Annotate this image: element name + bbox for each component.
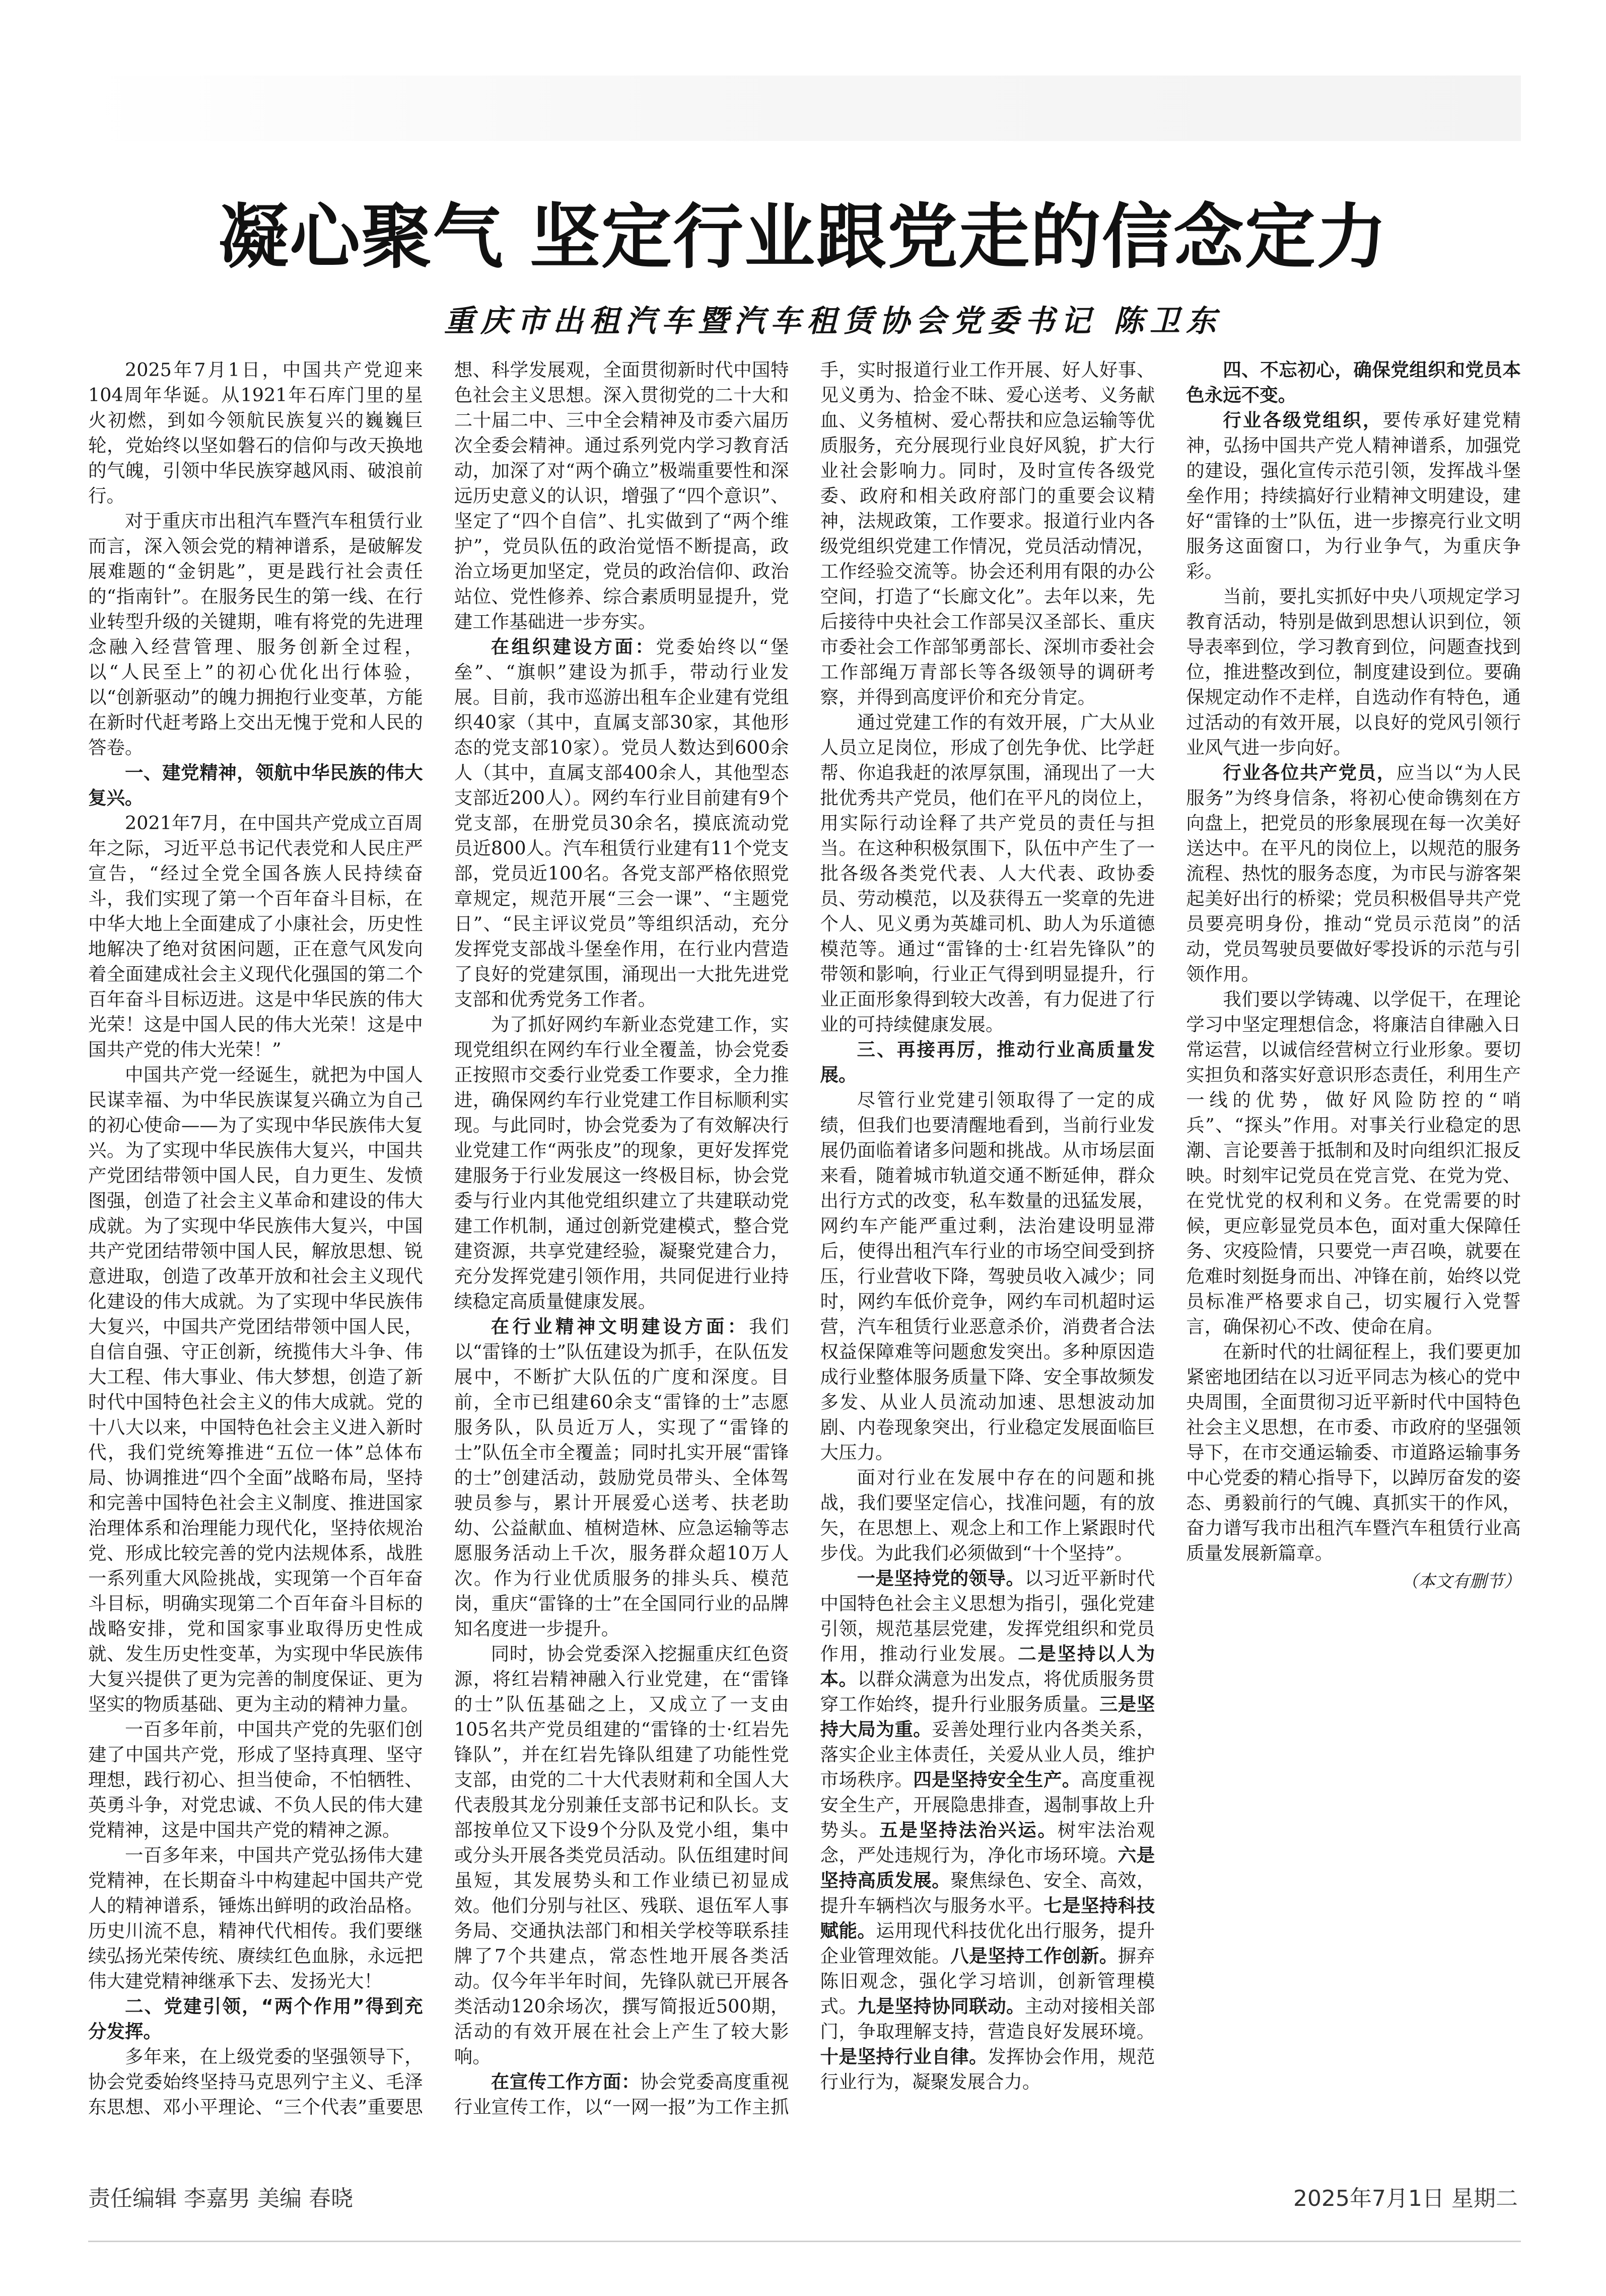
paragraph: 对于重庆市出租汽车暨汽车租赁行业而言，深入领会党的精神谱系，是破解发展难题的“金钥匙”，更是践行社会责任的“指南针”。在服务民生的第一线、在行业转型升级的关键期，唯有将党的先进理念融入经营管理、服务创新全过程，以“人民至上”的初心优化出行体验，以“创新驱动”的魄力拥抱行业变革，方能在新时代赶考路上交出无愧于党和人民的答卷。 — [88, 510, 423, 758]
paragraph: 我们要以学铸魂、以学促干，在理论学习中坚定理想信念，将廉洁自律融入日常运营，以诚信经营树立行业形象。要切实担负和落实好意识形态责任，利用生产一线的优势，做好风险防控的“哨兵”、“探头”作用。对事关行业稳定的思潮、言论要善于抵制和及时向组织汇报反映。时刻牢记党员在党言党、在党为党、在党忧党的权利和义务。在党需要的时候，更应彰显党员本色，面对重大保障任务、灾疫险情，只要党一声召唤，就要在危难时刻挺身而出、冲锋在前，始终以党员标准严格要求自己，切实履行入党誓言，确保初心不改、使命在肩。 — [1186, 988, 1521, 1337]
paragraph: 面对行业在发展中存在的问题和挑战，我们要坚定信心，找准问题，有的放矢，在思想上、观念上和工作上紧跟时代步伐。为此我们必须做到“十个坚持”。 — [820, 1467, 1155, 1564]
article-title: 凝心聚气 坚定行业跟党走的信念定力 — [218, 196, 1388, 278]
article-byline: 重庆市出租汽车暨汽车租赁协会党委书记 陈卫东 — [444, 304, 1222, 339]
paragraph: 在组织建设方面：党委始终以“堡垒”、“旗帜”建设为抓手，带动行业发展。目前，我市巡游出租车企业建有党组织40家（其中，直属支部30家，其他形态的党支部10家）。党员人数达到600余人（其中，直属支部400余人，其他型态支部近200人）。网约车行业目前建有9个党支部，在册党员30余名，摸底流动党员近800人。汽车租赁行业建有11个党支部，党员近100名。各党支部严格依照党章规定，规范开展“三会一课”、“主题党日”、“民主评议党员”等组织活动，充分发挥党支部战斗堡垒作用，在行业内营造了良好的党建氛围，涌现出一大批先进党支部和优秀党务工作者。 — [454, 636, 789, 1010]
paragraph-lead: 行业各位共产党员， — [1223, 762, 1396, 783]
paragraph-lead: 在组织建设方面： — [491, 636, 656, 658]
paragraph: 当前，要扎实抓好中央八项规定学习教育活动，特别是做到思想认识到位，领导表率到位，学习教育到位，问题查找到位，推进整改到位，制度建设到位。要确保规定动作不走样，自选动作有特色，通过活动的有效开展，以良好的党风引领行业风气进一步向好。 — [1186, 586, 1521, 758]
paragraph: 尽管行业党建引领取得了一定的成绩，但我们也要清醒地看到，当前行业发展仍面临着诸多问题和挑战。从市场层面来看，随着城市轨道交通不断延伸，群众出行方式的改变，私车数量的迅猛发展，网约车产能严重过剩，法治建设明显滞后，使得出租汽车行业的市场空间受到挤压，行业营收下降，驾驶员收入减少；同时，网约车低价竞争，网约车司机超时运营，汽车租赁行业恶意杀价，消费者合法权益保障难等问题愈发突出。多种原因造成行业整体服务质量下降、安全事故频发多发、从业人员流动加速、思想波动加剧、内卷现象突出，行业稳定发展面临巨大压力。 — [820, 1089, 1155, 1463]
section-heading: 二、党建引领，“两个作用”得到充分发挥。 — [88, 1995, 423, 2042]
paragraph-lead: 行业各级党组织， — [1223, 409, 1383, 431]
paragraph: 行业各位共产党员，应当以“为人民服务”为终身信条，将初心使命镌刻在方向盘上，把党员的形象展现在每一次美好送达中。在平凡的岗位上，以规范的服务流程、热忱的服务态度，为市民与游客架起美好出行的桥梁；党员积极倡导共产党员要亮明身份，推动“党员示范岗”的活动，党员驾驶员要做好零投诉的示范与引领作用。 — [1186, 762, 1521, 985]
paragraph: 在行业精神文明建设方面：我们以“雷锋的士”队伍建设为抓手，在队伍发展中，不断扩大队伍的广度和深度。目前，全市已组建60余支“雷锋的士”志愿服务队，队员近万人，实现了“雷锋的士”队伍全市全覆盖；同时扎实开展“雷锋的士”创建活动，鼓励党员带头、全体驾驶员参与，累计开展爱心送考、扶老助幼、公益献血、植树造林、应急运输等志愿服务活动上千次，服务群众超10万人次。作为行业优质服务的排头兵、模范岗，重庆“雷锋的士”在全国同行业的品牌知名度进一步提升。 — [454, 1316, 789, 1639]
header-banner — [88, 76, 1521, 141]
edit-note: （本文有删节） — [1401, 1571, 1521, 1592]
paragraph: 一百多年前，中国共产党的先驱们创建了中国共产党，形成了坚持真理、坚守理想，践行初心、担当使命，不怕牺牲、英勇斗争，对党忠诚、不负人民的伟大建党精神，这是中国共产党的精神之源。 — [88, 1718, 423, 1841]
paragraph: 一是坚持党的领导。以习近平新时代中国特色社会主义思想为指引，强化党建引领，规范基层党建，发挥党组织和党员作用，推动行业发展。二是坚持以人为本。以群众满意为出发点，将优质服务贯穿工作始终，提升行业服务质量。三是坚持大局为重。妥善处理行业内各类关系，落实企业主体责任，关爱从业人员，维护市场秩序。四是坚持安全生产。高度重视安全生产，开展隐患排查，遏制事故上升势头。五是坚持法治兴运。树牢法治观念，严处违规行为，净化市场环境。六是坚持高质发展。聚焦绿色、安全、高效，提升车辆档次与服务水平。七是坚持科技赋能。运用现代科技优化出行服务，提升企业管理效能。八是坚持工作创新。摒弃陈旧观念，强化学习培训，创新管理模式。九是坚持协同联动。主动对接相关部门，争取理解支持，营造良好发展环境。十是坚持行业自律。发挥协会作用，规范行业行为，凝聚发展合力。 — [820, 1567, 1155, 2093]
paragraph-lead: 在行业精神文明建设方面： — [491, 1316, 749, 1337]
footer-editors: 责任编辑 李嘉男 美编 春晓 — [88, 2186, 353, 2211]
paragraph: 通过党建工作的有效开展，广大从业人员立足岗位，形成了创先争优、比学赶帮、你追我赶的浓厚氛围，涌现出了一大批优秀共产党员，他们在平凡的岗位上，用实际行动诠释了共产党员的责任与担当。在这种积极氛围下，队伍中产生了一批各级各类党代表、人大代表、政协委员、劳动模范，以及获得五一奖章的先进个人、见义勇为英雄司机、助人为乐道德模范等。通过“雷锋的士·红岩先锋队”的带领和影响，行业正气得到明显提升，行业正面形象得到较大改善，有力促进了行业的可持续健康发展。 — [820, 711, 1155, 1035]
paragraph: 中国共产党一经诞生，就把为中国人民谋幸福、为中华民族谋复兴确立为自己的初心使命——为了实现中华民族伟大复兴。为了实现中华民族伟大复兴，中国共产党团结带领中国人民，自力更生、发愤图强，创造了社会主义革命和建设的伟大成就。为了实现中华民族伟大复兴，中国共产党团结带领中国人民，解放思想、锐意进取，创造了改革开放和社会主义现代化建设的伟大成就。为了实现中华民族伟大复兴，中国共产党团结带领中国人民，自信自强、守正创新，统揽伟大斗争、伟大工程、伟大事业、伟大梦想，创造了新时代中国特色社会主义的伟大成就。党的十八大以来，中国特色社会主义进入新时代，我们党统筹推进“五位一体”总体布局、协调推进“四个全面”战略布局，坚持和完善中国特色社会主义制度、推进国家治理体系和治理能力现代化，坚持依规治党、形成比较完善的党内法规体系，战胜一系列重大风险挑战，实现第一个百年奋斗目标，明确实现第二个百年奋斗目标的战略安排，党和国家事业取得历史性成就、发生历史性变革，为实现中华民族伟大复兴提供了更为完善的制度保证、更为坚实的物质基础、更为主动的精神力量。 — [88, 1064, 423, 1715]
paragraph: 在宣传工作方面：协会党委高度重视行业宣传工作，以“一网一报”为工作主抓手，实时报道行业工作开展、好人好事、见义勇为、拾金不昧、爱心送考、义务献血、义务植树、爱心帮扶和应急运输等优质服务，充分展现行业良好风貌，扩大行业社会影响力。同时，及时宣传各级党委、政府和相关政府部门的重要会议精神，法规政策，工作要求。报道行业内各级党组织党建工作情况，党员活动情况，工作经验交流等。协会还利用有限的办公空间，打造了“长廊文化”。去年以来，先后接待中央社会工作部吴汉圣部长、重庆市委社会工作部邹勇部长、深圳市委社会工作部绳万青部长等各级领导的调研考察，并得到高度评价和充分肯定。 — [454, 359, 1155, 2118]
footer-divider — [88, 2241, 1521, 2242]
article-body — [88, 357, 1521, 2125]
section-heading: 一、建党精神，领航中华民族的伟大复兴。 — [88, 762, 423, 809]
paragraph: 行业各级党组织，要传承好建党精神，弘扬中国共产党人精神谱系，加强党的建设，强化宣传示范引领，发挥战斗堡垒作用；持续搞好行业精神文明建设，建好“雷锋的士”队伍，进一步擦亮行业文明服务这面窗口，为行业争气，为重庆争彩。 — [1186, 409, 1521, 582]
section-heading: 三、再接再厉，推动行业高质量发展。 — [820, 1039, 1155, 1086]
paragraph: 2025年7月1日，中国共产党迎来104周年华诞。从1921年石库门里的星火初燃，到如今领航民族复兴的巍巍巨轮，党始终以坚如磐石的信仰与改天换地的气魄，引领中华民族穿越风雨、破浪前行。 — [88, 359, 423, 507]
paragraph: 多年来，在上级党委的坚强领导下，协会党委始终坚持马克思列宁主义、毛泽东思想、邓小平理论、“三个代表”重要思想、科学发展观，全面贯彻新时代中国特色社会主义思想。深入贯彻党的二十大和二十届二中、三中全会精神及市委六届历次全委会精神。通过系列党内学习教育活动，加深了对“两个确立”极端重要性和深远历史意义的认识，增强了“四个意识”、坚定了“四个自信”、扎实做到了“两个维护”，党员队伍的政治觉悟不断提高，政治立场更加坚定，党员的政治信仰、政治站位、党性修养、综合素质明显提升，党建工作基础进一步夯实。 — [88, 359, 789, 2118]
paragraph: 同时，协会党委深入挖掘重庆红色资源，将红岩精神融入行业党建，在“雷锋的士”队伍基础之上，又成立了一支由105名共产党员组建的“雷锋的士·红岩先锋队”，并在红岩先锋队组建了功能性党支部，由党的二十大代表财莉和全国人大代表殷其龙分别兼任支部书记和队长。支部按单位又下设9个分队及党小组，集中或分头开展各类党员活动。队伍组建时间虽短，其发展势头和工作业绩已初显成效。他们分别与社区、残联、退伍军人事务局、交通执法部门和相关学校等联系挂牌了7个共建点，常态性地开展各类活动。仅今年半年时间，先锋队就已开展各类活动120余场次，撰写简报近500期，活动的有效开展在社会上产生了较大影响。 — [454, 1643, 789, 2067]
paragraph: 一百多年来，中国共产党弘扬伟大建党精神，在长期奋斗中构建起中国共产党人的精神谱系，锤炼出鲜明的政治品格。历史川流不息，精神代代相传。我们要继续弘扬光荣传统、赓续红色血脉，永远把伟大建党精神继承下去、发扬光大！ — [88, 1844, 423, 1992]
paragraph: 在新时代的壮阔征程上，我们要更加紧密地团结在以习近平同志为核心的党中央周围，全面贯彻习近平新时代中国特色社会主义思想，在市委、市政府的坚强领导下，在市交通运输委、市道路运输事务中心党委的精心指导下，以踔厉奋发的姿态、勇毅前行的气魄、真抓实干的作风，奋力谱写我市出租汽车暨汽车租赁行业高质量发展新篇章。 — [1186, 1341, 1521, 1564]
footer-date: 2025年7月1日 星期二 — [1293, 2186, 1518, 2211]
paragraph: 2021年7月，在中国共产党成立百周年之际，习近平总书记代表党和人民庄严宣告，“经过全党全国各族人民持续奋斗，我们实现了第一个百年奋斗目标，在中华大地上全面建成了小康社会，历史性地解决了绝对贫困问题，正在意气风发向着全面建成社会主义现代化强国的第二个百年奋斗目标迈进。这是中华民族的伟大光荣！这是中国人民的伟大光荣！这是中国共产党的伟大光荣！” — [88, 812, 423, 1060]
paragraph: 为了抓好网约车新业态党建工作，实现党组织在网约车行业全覆盖，协会党委正按照市交委行业党委工作要求，全力推进，确保网约车行业党建工作目标顺利实现。与此同时，协会党委为了有效解决行业党建工作“两张皮”的现象，更好发挥党建服务于行业发展这一终极目标，协会党委与行业内其他党组织建立了共建联动党建工作机制，通过创新党建模式，整合党建资源，共享党建经验，凝聚党建合力，充分发挥党建引领作用，共同促进行业持续稳定高质量健康发展。 — [454, 1014, 789, 1312]
section-heading: 四、不忘初心，确保党组织和党员本色永远不变。 — [1186, 359, 1521, 406]
paragraph-lead: 在宣传工作方面： — [491, 2071, 640, 2093]
